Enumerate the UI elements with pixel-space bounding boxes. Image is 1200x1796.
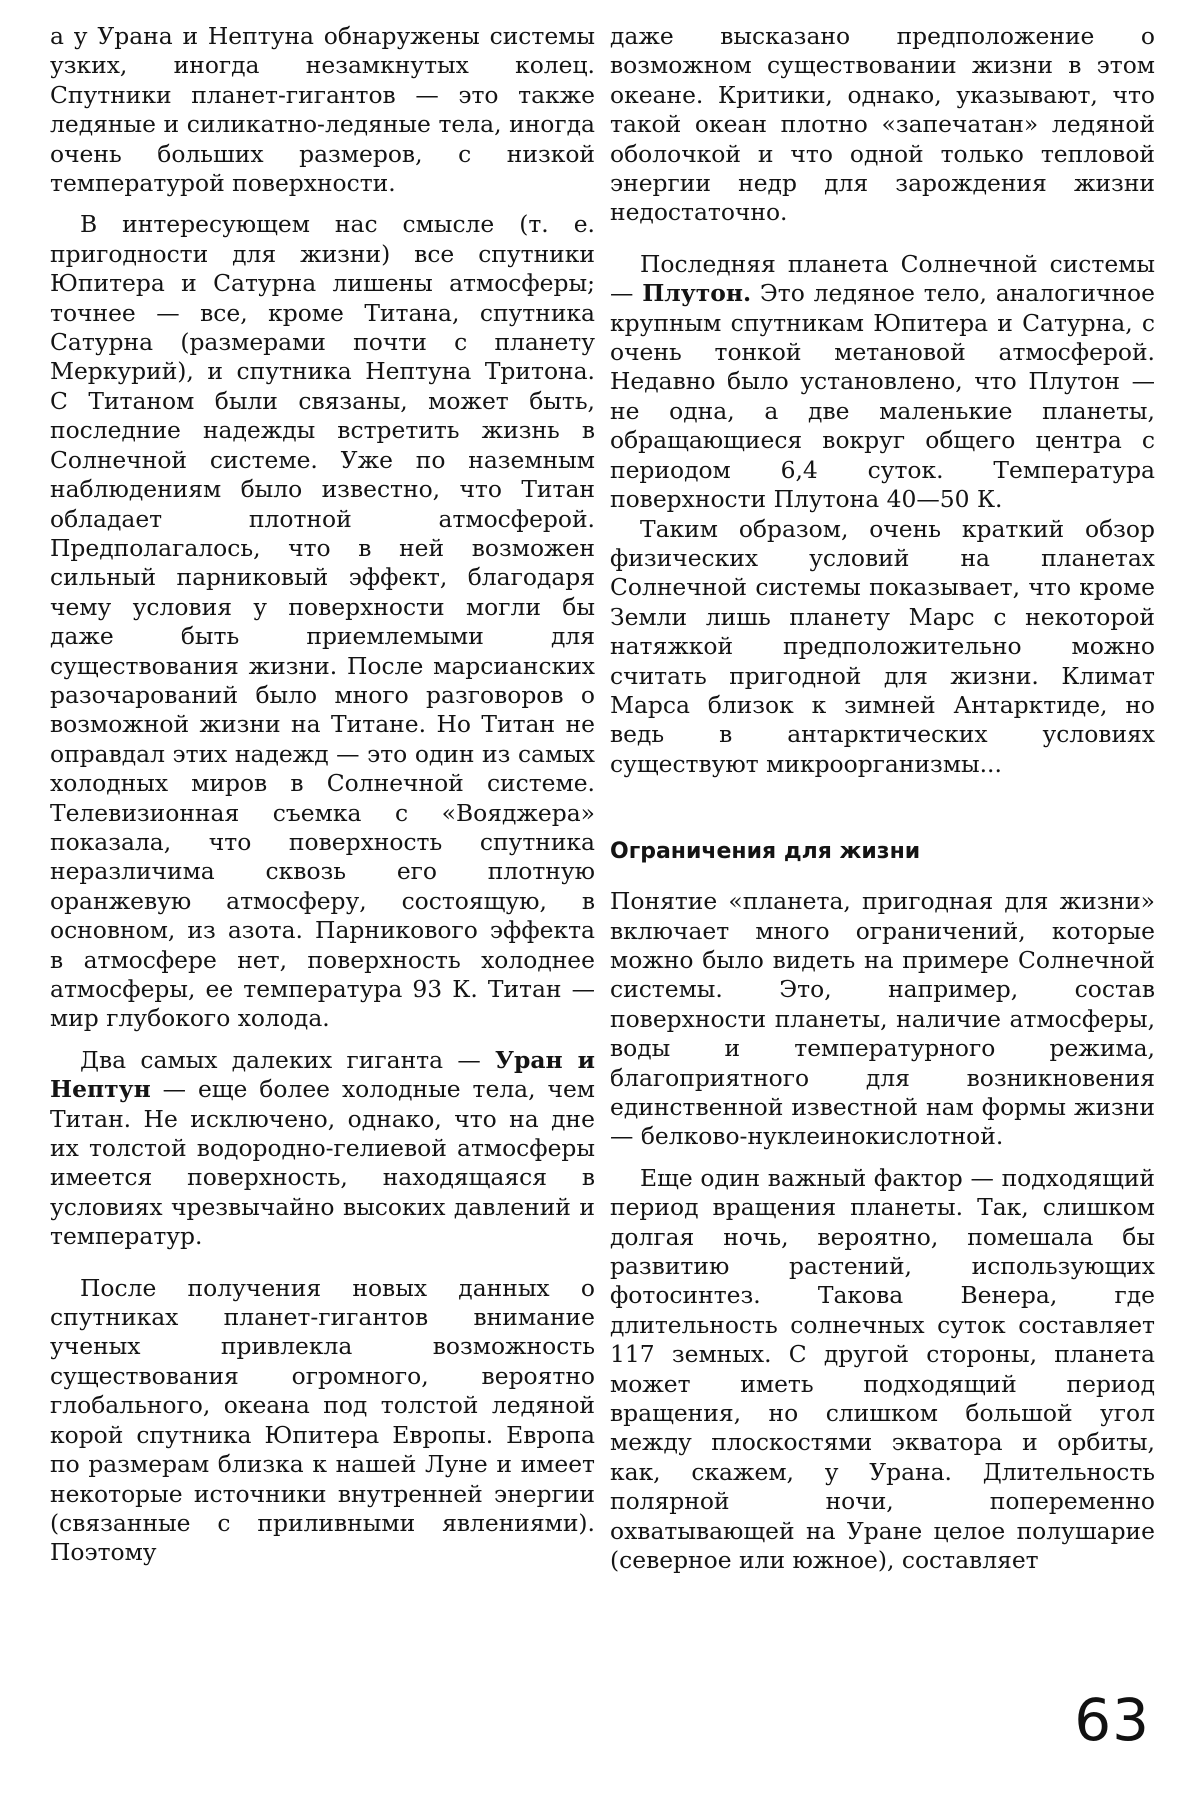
paragraph: а у Урана и Нептуна обнаружены системы узких, иногда незамкнутых колец. Спутники планет-гигантов — это также ледяные и силикатно-ледяные тела, иногда очень больших размеров, с низкой температурой поверхности. xyxy=(50,22,595,198)
paragraph: Таким образом, очень краткий обзор физических условий на планетах Солнечной системы показывает, что кроме Земли лишь планету Марс с некоторой натяжкой предположительно можно считать пригодной для жизни. Климат Марса близок к зимней Антарктиде, но ведь в антарктических условиях существуют микроорганизмы... xyxy=(610,514,1155,778)
left-column xyxy=(50,22,595,1568)
section-heading: Ограничения для жизни xyxy=(610,839,921,865)
paragraph xyxy=(610,250,1155,515)
paragraph: Понятие «планета, пригодная для жизни» включает много ограничений, которые можно было видеть на примере Солнечной системы. Это, например, состав поверхности планеты, наличие атмосферы, воды и температурного режима, благоприятного для возникновения единственной известной нам формы жизни — белково-нуклеинокислотной. xyxy=(610,887,1155,1151)
bold-term: Уран и Нептун xyxy=(50,1045,595,1104)
page-number: 63 xyxy=(1074,1686,1150,1754)
text-run: Это ледяное тело, аналогичное крупным спутникам Юпитера и Сатурна, с очень тонкой метановой атмосферой. Недавно было установлено, что Плутон — не одна, а две маленькие планеты, обращающиеся вокруг общего центра с периодом 6,4 суток. Температура поверхности Плутона 40—50 К. xyxy=(610,279,1155,514)
paragraph: После получения новых данных о спутниках планет-гигантов внимание ученых привлекла возможность существования огромного, вероятно глобального, океана под толстой ледяной корой спутника Юпитера Европы. Европа по размерам близка к нашей Луне и имеет некоторые источники внутренней энергии (связанные с приливными явлениями). Поэтому xyxy=(50,1273,595,1567)
right-column xyxy=(610,22,1155,1576)
paragraph: Еще один важный фактор — подходящий период вращения планеты. Так, слишком долгая ночь, вероятно, помешала бы развитию растений, использующих фотосинтез. Такова Венера, где длительность солнечных суток составляет 117 земных. С другой стороны, планета может иметь подходящий период вращения, но слишком большой угол между плоскостями экватора и орбиты, как, скажем, у Урана. Длительность полярной ночи, попеременно охватывающей на Уране целое полушарие (северное или южное), составляет xyxy=(610,1163,1155,1575)
paragraph: даже высказано предположение о возможном существовании жизни в этом океане. Критики, однако, указывают, что такой океан плотно «запечатан» ледяной оболочкой и что одной только тепловой энергии недр для зарождения жизни недостаточно. xyxy=(610,22,1155,227)
paragraph: В интересующем нас смысле (т. е. пригодности для жизни) все спутники Юпитера и Сатурна лишены атмосферы; точнее — все, кроме Титана, спутника Сатурна (размерами почти с планету Меркурий), и спутника Нептуна Тритона. С Титаном были связаны, может быть, последние надежды встретить жизнь в Солнечной системе. Уже по наземным наблюдениям было известно, что Титан обладает плотной атмосферой. Предполагалось, что в ней возможен сильный парниковый эффект, благодаря чему условия у поверхности могли бы даже быть приемлемыми для существования жизни. После марсианских разочарований было много разговоров о возможной жизни на Титане. Но Титан не оправдал этих надежд — это один из самых холодных миров в Солнечной системе. Телевизионная съемка с «Вояджера» показала, что поверхность спутника неразличима сквозь его плотную оранжевую атмосферу, состоящую, в основном, из азота. Парникового эффекта в атмосфере нет, поверхность холоднее атмосферы, ее температура 93 К. Титан — мир глубокого холода. xyxy=(50,210,595,1033)
text-run: Последняя планета Солнечной системы — xyxy=(610,249,1155,308)
paragraph xyxy=(50,1046,595,1252)
text-run: — еще более холодные тела, чем Титан. Не исключено, однако, что на дне их толстой водородно-гелиевой атмосферы имеется поверхность, находящаяся в условиях чрезвычайно высоких давлений и температур. xyxy=(50,1075,595,1251)
bold-term: Плутон. xyxy=(642,279,752,308)
text-run: Два самых далеких гиганта — xyxy=(80,1045,496,1074)
